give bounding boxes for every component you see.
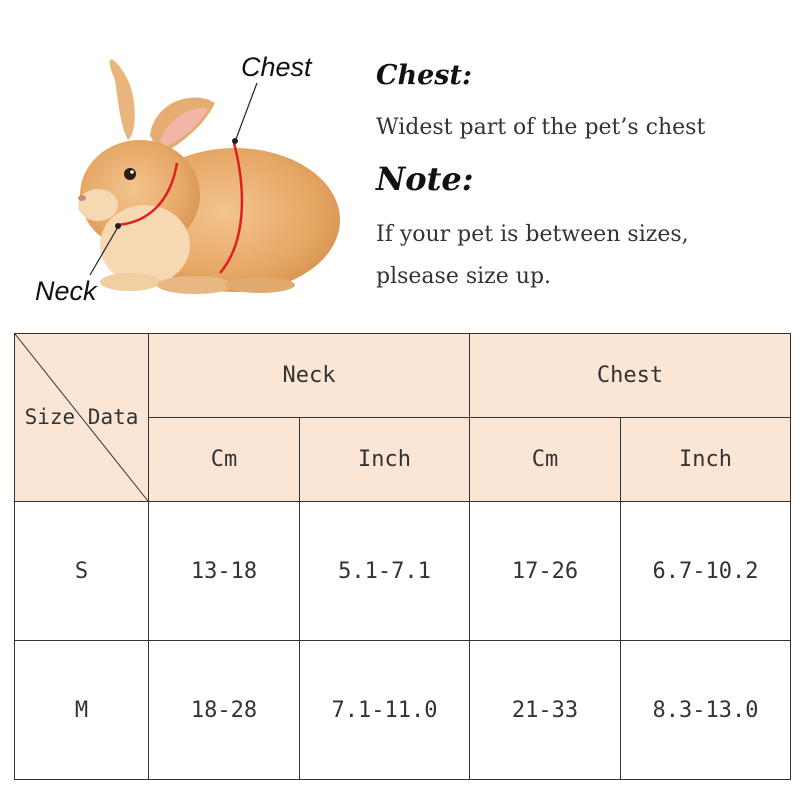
size-table <box>14 333 791 780</box>
value-cell: 21-33 <box>470 641 621 780</box>
subheader-chest-inch: Inch <box>621 418 791 502</box>
size-cell: S <box>15 502 149 641</box>
group-header-chest: Chest <box>470 334 791 418</box>
chest-heading: Chest: <box>376 60 472 91</box>
group-header-neck: Neck <box>149 334 470 418</box>
note-heading: Note: <box>376 160 474 198</box>
chest-pointer <box>236 83 257 139</box>
value-cell: 8.3-13.0 <box>621 641 791 780</box>
table-row <box>15 641 791 780</box>
neck-label: Neck <box>35 276 97 306</box>
rabbit-body <box>78 59 340 294</box>
table-corner-cell <box>15 334 149 502</box>
value-cell: 18-28 <box>149 641 300 780</box>
chest-label: Chest <box>241 52 312 82</box>
size-cell: M <box>15 641 149 780</box>
chest-description: Widest part of the pet’s chest <box>376 115 706 140</box>
note-line-1: If your pet is between sizes, <box>376 222 689 247</box>
subheader-chest-cm: Cm <box>470 418 621 502</box>
value-cell: 6.7-10.2 <box>621 502 791 641</box>
value-cell: 7.1-11.0 <box>300 641 470 780</box>
note-line-2: plsease size up. <box>376 264 552 289</box>
subheader-neck-cm: Cm <box>149 418 300 502</box>
value-cell: 13-18 <box>149 502 300 641</box>
value-cell: 5.1-7.1 <box>300 502 470 641</box>
corner-label: Size Data <box>24 405 139 429</box>
table-row <box>15 502 791 641</box>
value-cell: 17-26 <box>470 502 621 641</box>
subheader-neck-inch: Inch <box>300 418 470 502</box>
rabbit-illustration <box>20 45 360 315</box>
